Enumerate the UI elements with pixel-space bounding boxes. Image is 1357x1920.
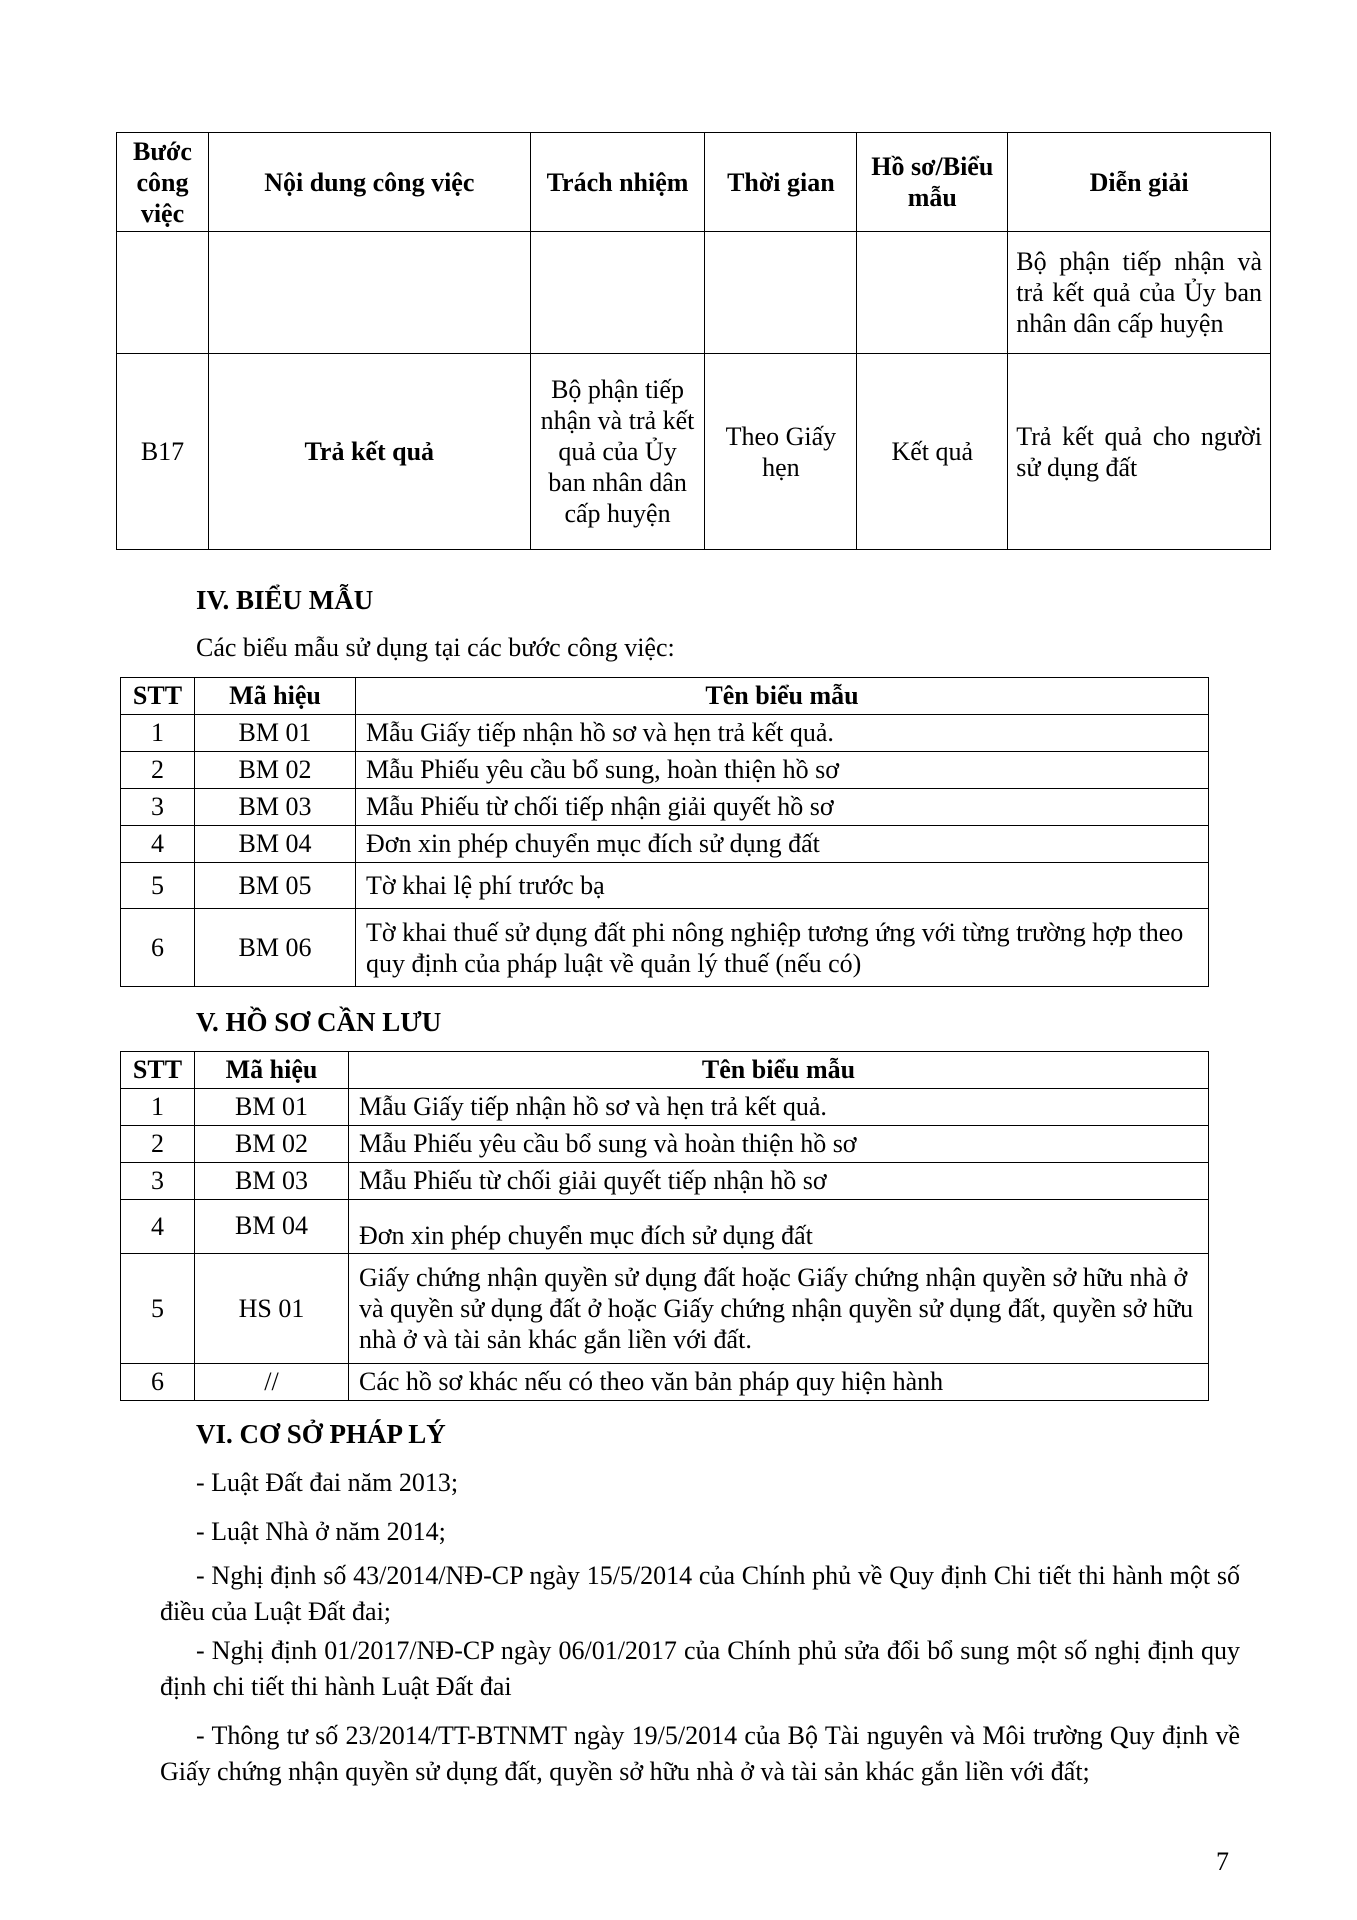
cell-code: HS 01 xyxy=(195,1254,349,1364)
table-row xyxy=(121,789,1209,826)
table-row xyxy=(121,1126,1209,1163)
cell-name: Mẫu Giấy tiếp nhận hồ sơ và hẹn trả kết quả. xyxy=(349,1089,1209,1126)
header-name: Tên biểu mẫu xyxy=(349,1052,1209,1089)
cell-step xyxy=(117,232,209,354)
forms-table-header xyxy=(121,678,1209,715)
table-row xyxy=(121,1364,1209,1401)
cell-code: BM 02 xyxy=(195,1126,349,1163)
cell-name: Mẫu Phiếu từ chối giải quyết tiếp nhận hồ sơ xyxy=(349,1163,1209,1200)
table-row xyxy=(121,909,1209,987)
cell-code: BM 03 xyxy=(195,789,356,826)
legal-item: - Nghị định 01/2017/NĐ-CP ngày 06/01/2017 của Chính phủ sửa đổi bổ sung một số nghị định quy định chi tiết thi hành Luật Đất đai xyxy=(160,1636,1240,1701)
cell-code: BM 06 xyxy=(195,909,356,987)
table-row xyxy=(121,826,1209,863)
header-step: Bước công việc xyxy=(117,133,209,232)
table-row xyxy=(121,863,1209,909)
header-time: Thời gian xyxy=(705,133,857,232)
cell-name: Mẫu Phiếu yêu cầu bổ sung, hoàn thiện hồ sơ xyxy=(356,752,1209,789)
table-row xyxy=(117,354,1271,550)
table-row xyxy=(121,1200,1209,1254)
cell-name: Đơn xin phép chuyển mục đích sử dụng đất xyxy=(349,1200,1209,1254)
cell-time: Theo Giấy hẹn xyxy=(705,354,857,550)
cell-name: Mẫu Giấy tiếp nhận hồ sơ và hẹn trả kết quả. xyxy=(356,715,1209,752)
cell-name: Các hồ sơ khác nếu có theo văn bản pháp quy hiện hành xyxy=(349,1364,1209,1401)
cell-responsibility xyxy=(530,232,705,354)
cell-stt: 3 xyxy=(121,1163,195,1200)
cell-code: BM 02 xyxy=(195,752,356,789)
cell-stt: 2 xyxy=(121,752,195,789)
legal-item: - Luật Nhà ở năm 2014; xyxy=(196,1517,446,1546)
header-content: Nội dung công việc xyxy=(208,133,530,232)
header-stt: STT xyxy=(121,678,195,715)
section-iv-intro: Các biểu mẫu sử dụng tại các bước công việc: xyxy=(196,633,675,662)
section-iv-title: IV. BIỂU MẪU xyxy=(196,585,374,615)
legal-item: - Nghị định số 43/2014/NĐ-CP ngày 15/5/2014 của Chính phủ về Quy định Chi tiết thi hành một số điều của Luật Đất đai; xyxy=(160,1561,1240,1626)
cell-stt: 1 xyxy=(121,1089,195,1126)
cell-code: BM 01 xyxy=(195,1089,349,1126)
cell-stt: 6 xyxy=(121,909,195,987)
cell-stt: 5 xyxy=(121,863,195,909)
cell-stt: 6 xyxy=(121,1364,195,1401)
header-name: Tên biểu mẫu xyxy=(356,678,1209,715)
cell-content xyxy=(208,232,530,354)
cell-name: Mẫu Phiếu yêu cầu bổ sung và hoàn thiện hồ sơ xyxy=(349,1126,1209,1163)
cell-time xyxy=(705,232,857,354)
table-row xyxy=(121,1089,1209,1126)
records-table xyxy=(120,1051,1209,1401)
cell-code: // xyxy=(195,1364,349,1401)
cell-code: BM 04 xyxy=(195,1200,349,1254)
table-row xyxy=(121,1163,1209,1200)
cell-content: Trả kết quả xyxy=(208,354,530,550)
process-table-header xyxy=(117,133,1271,232)
cell-stt: 4 xyxy=(121,1200,195,1254)
legal-item: - Thông tư số 23/2014/TT-BTNMT ngày 19/5/2014 của Bộ Tài nguyên và Môi trường Quy định về Giấy chứng nhận quyền sử dụng đất, quyền sở hữu nhà ở và tài sản khác gắn liền với đất; xyxy=(160,1721,1240,1786)
process-table xyxy=(116,132,1271,550)
cell-stt: 3 xyxy=(121,789,195,826)
cell-responsibility: Bộ phận tiếp nhận và trả kết quả của Ủy ban nhân dân cấp huyện xyxy=(530,354,705,550)
records-table-header xyxy=(121,1052,1209,1089)
cell-stt: 4 xyxy=(121,826,195,863)
header-note: Diễn giải xyxy=(1008,133,1271,232)
header-responsibility: Trách nhiệm xyxy=(530,133,705,232)
table-row xyxy=(121,1254,1209,1364)
cell-name: Giấy chứng nhận quyền sử dụng đất hoặc Giấy chứng nhận quyền sở hữu nhà ở và quyền sử dụng đất ở hoặc Giấy chứng nhận quyền sử dụng đất, quyền sở hữu nhà ở và tài sản khác gắn liền với đất. xyxy=(349,1254,1209,1364)
table-row xyxy=(117,232,1271,354)
cell-code: BM 04 xyxy=(195,826,356,863)
header-code: Mã hiệu xyxy=(195,678,356,715)
legal-item: - Luật Đất đai năm 2013; xyxy=(196,1468,459,1497)
cell-code: BM 01 xyxy=(195,715,356,752)
cell-step: B17 xyxy=(117,354,209,550)
header-code: Mã hiệu xyxy=(195,1052,349,1089)
cell-form xyxy=(857,232,1008,354)
table-row xyxy=(121,752,1209,789)
cell-code: BM 05 xyxy=(195,863,356,909)
cell-name: Đơn xin phép chuyển mục đích sử dụng đất xyxy=(356,826,1209,863)
header-stt: STT xyxy=(121,1052,195,1089)
cell-name: Tờ khai lệ phí trước bạ xyxy=(356,863,1209,909)
cell-note: Trả kết quả cho người sử dụng đất xyxy=(1008,354,1271,550)
cell-form: Kết quả xyxy=(857,354,1008,550)
header-form: Hồ sơ/Biểu mẫu xyxy=(857,133,1008,232)
page-number: 7 xyxy=(1216,1847,1229,1876)
section-vi-title: VI. CƠ SỞ PHÁP LÝ xyxy=(196,1419,446,1449)
section-v-title: V. HỒ SƠ CẦN LƯU xyxy=(196,1007,442,1037)
cell-code: BM 03 xyxy=(195,1163,349,1200)
cell-stt: 1 xyxy=(121,715,195,752)
cell-name: Tờ khai thuế sử dụng đất phi nông nghiệp tương ứng với từng trường hợp theo quy định của pháp luật về quản lý thuế (nếu có) xyxy=(356,909,1209,987)
cell-name: Mẫu Phiếu từ chối tiếp nhận giải quyết hồ sơ xyxy=(356,789,1209,826)
cell-stt: 2 xyxy=(121,1126,195,1163)
cell-stt: 5 xyxy=(121,1254,195,1364)
forms-table xyxy=(120,677,1209,987)
table-row xyxy=(121,715,1209,752)
cell-note: Bộ phận tiếp nhận và trả kết quả của Ủy ban nhân dân cấp huyện xyxy=(1008,232,1271,354)
